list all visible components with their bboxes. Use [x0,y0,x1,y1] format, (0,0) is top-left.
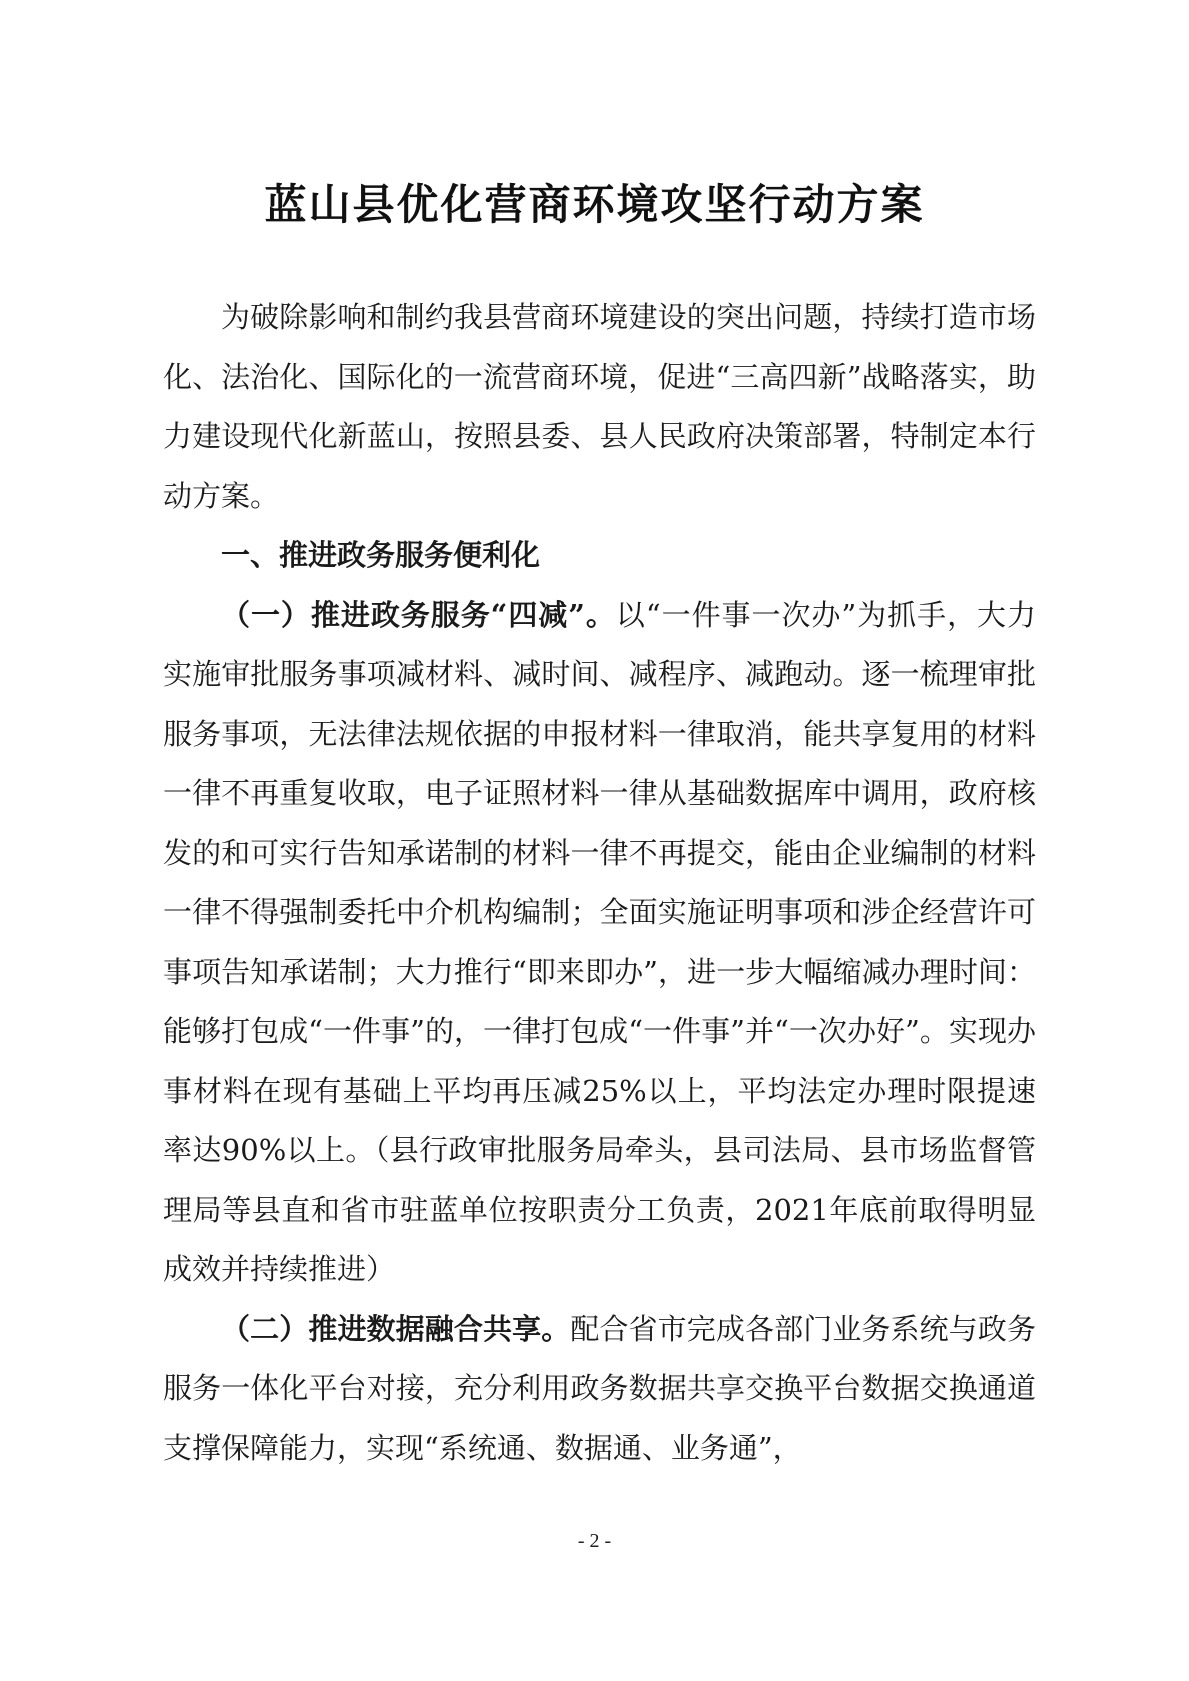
document-title: 蓝山县优化营商环境攻坚行动方案 [264,180,925,229]
item-text: 配合省市完成各部门业务系统与政务服务一体化平台对接，充分利用政务数据共享交换平台数据交换通道支撑保障能力，实现“系统通、数据通、业务通”， [163,1311,1036,1465]
item-paragraph [163,1300,1036,1479]
intro-paragraph: 为破除影响和制约我县营商环境建设的突出问题，持续打造市场化、法治化、国际化的一流营商环境，促进“三高四新”战略落实，助力建设现代化新蓝山，按照县委、县人民政府决策部署，特制定本行动方案。 [163,300,1036,513]
document-body [163,288,1036,1478]
item-text: 以“一件事一次办”为抓手，大力实施审批服务事项减材料、减时间、减程序、减跑动。逐一梳理审批服务事项，无法律法规依据的申报材料一律取消，能共享复用的材料一律不再重复收取，电子证照材料一律从基础数据库中调用，政府核发的和可实行告知承诺制的材料一律不再提交，能由企业编制的材料一律不得强制委托中介机构编制；全面实施证明事项和涉企经营许可事项告知承诺制；大力推行“即来即办”，进一步大幅缩减办理时间：能够打包成“一件事”的，一律打包成“一件事”并“一次办好”。实现办事材料在现有基础上平均再压减25%以上，平均法定办理时限提速率达90%以上。（县行政审批服务局牵头，县司法局、县市场监督管理局等县直和省市驻蓝单位按职责分工负责，2021年底前取得明显成效并持续推进） [163,597,1036,1286]
section-heading: 一、推进政务服务便利化 [221,538,541,572]
page-number: - 2 - [577,1530,612,1552]
item-heading: （二）推进数据融合共享。 [221,1311,571,1346]
item-paragraph [163,586,1036,1300]
item-heading: （一）推进政务服务“四减”。 [221,597,616,632]
